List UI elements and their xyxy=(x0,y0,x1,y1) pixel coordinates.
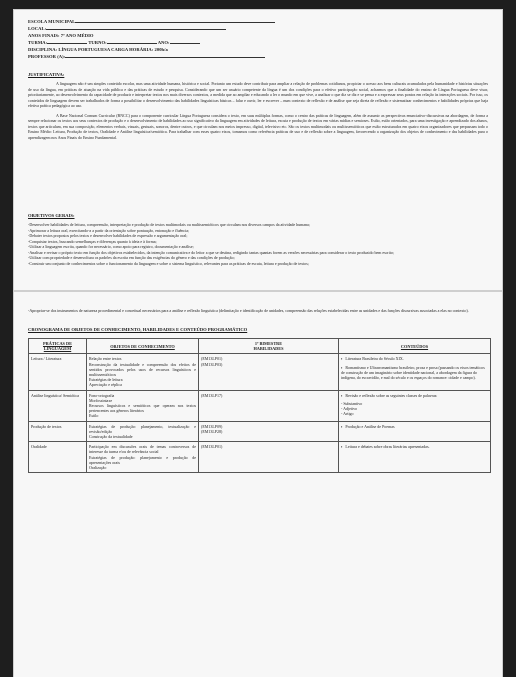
table-header-row xyxy=(29,339,491,354)
table-row xyxy=(29,354,491,390)
teacher-label: PROFESSOR (A): xyxy=(28,54,66,59)
justification-text xyxy=(28,81,488,140)
objeto-item: Estratégias de produção: planejamento, textualização e revisão/edição xyxy=(89,423,196,434)
justification-heading: JUSTIFICATIVA: xyxy=(28,72,65,77)
objeto-item: Construção da textualidade xyxy=(89,434,133,440)
cell-objetos xyxy=(87,442,199,473)
conteudo-item: - Adjetivo xyxy=(341,406,358,412)
shift-label: TURNO: xyxy=(88,40,107,45)
habilidades-label: HABILIDADES xyxy=(253,346,284,352)
cell-conteudos xyxy=(339,354,491,390)
bimester-label: 1º BIMESTRE xyxy=(254,341,283,346)
cell-pratica: Produção de textos xyxy=(29,421,87,442)
objeto-item: Oralização xyxy=(89,465,107,471)
subject-label: DISCIPLINA: LÍNGUA PORTUGUESA CARGA HORÁRIA: 200h/a xyxy=(28,47,168,52)
conteudo-item: - Artigo xyxy=(341,411,354,417)
conteudo-item: ▪ Leitura e debates sobre obras literárias apresentadas. xyxy=(341,444,488,449)
cell-objetos xyxy=(87,421,199,442)
habilidade-code: (EM13LP17) xyxy=(201,392,223,398)
school-header xyxy=(28,18,488,60)
objective-item: -Debater textos propostos pelos textos e desenvolver habilidades de expressão e argumentação oral; xyxy=(28,233,188,238)
cell-conteudos xyxy=(339,390,491,421)
conteudo-item: - Substantivo xyxy=(341,400,363,406)
objeto-item: Estilo xyxy=(89,413,99,419)
schedule-table xyxy=(28,338,491,473)
objeto-item: Estratégias de produção: planejamento e produção de apresentações orais xyxy=(89,454,196,465)
objeto-item: Apreciação e réplica xyxy=(89,382,122,388)
habilidade-code: (EM13LP01) xyxy=(201,356,223,362)
habilidade-code: (EM13LP28) xyxy=(201,428,223,434)
cell-conteudos xyxy=(339,442,491,473)
cell-habilidades xyxy=(199,421,339,442)
objectives-heading: OBJETIVOS GERAIS: xyxy=(28,213,75,218)
objeto-item: Reconstrução da textualidade e compreensão dos efeitos de sentidos provocados pelos usos de recursos linguísticos e multissemióticos xyxy=(89,361,196,378)
table-row xyxy=(29,421,491,442)
objeto-item: Fono-ortografia xyxy=(89,392,115,398)
objeto-item: Relação entre textos xyxy=(89,356,122,362)
cell-conteudos xyxy=(339,421,491,442)
objective-item: -Desenvolver habilidades de leitura, compreensão, interpretação e produção de textos multimodais ou multissemióticos que circulam nos diversos campos da atividade humana; xyxy=(28,222,310,227)
cell-objetos xyxy=(87,354,199,390)
col-habilidades xyxy=(199,339,339,354)
table-row xyxy=(29,442,491,473)
objective-continuation: -Apropriar-se dos instrumentos de natureza procedimental e conceitual necessários para a análise e reflexão linguística (delimitação e identificação de unidades, compreensão das relações estabelecidas entre as unidades e das funções discursivas associadas a elas no contexto). xyxy=(28,308,469,313)
objective-item: -Utilizar com propriedade e desenvoltura os padrões da escrita em função das exigências do gênero e das condições de produção; xyxy=(28,255,235,260)
conteudo-item: ▪ Literatura Brasileira do Século XIX. xyxy=(341,356,488,361)
objeto-item: Participação em discussões orais de temas controversos de interesse da turma e/ou de relevância social xyxy=(89,444,196,455)
objective-item: -Aprimorar a leitura oral, exercitando-a a partir da orientação sobre pontuação, entonação e fluência; xyxy=(28,227,190,233)
schedule-heading: CRONOGRAMA DE OBJETOS DE CONHECIMENTO, HABILIDADES E CONTEÚDO PROGRAMÁTICO xyxy=(28,327,248,332)
col-objetos: OBJETOS DE CONHECIMENTO xyxy=(87,339,199,354)
habilidade-code: (EM13LP01) xyxy=(201,444,223,450)
document-page-1 xyxy=(14,10,502,290)
habilidade-code: (EM13LP09) xyxy=(201,423,223,429)
year-label: ANO: xyxy=(157,40,170,45)
cell-pratica: Oralidade xyxy=(29,442,87,473)
cell-habilidades xyxy=(199,390,339,421)
objective-item: -Utilizar a linguagem escrita, quando for necessário, como apoio para registro, documentação e análise; xyxy=(28,244,194,249)
objective-item: -Construir um conjunto de conhecimentos sobre o funcionamento da linguagem e sobre o sistema linguístico, relevantes para as práticas de escuta, leitura e produção de textos; xyxy=(28,260,309,266)
objective-item: -Conquistar textos, buscando semelhanças e diferenças quanto à ideia e à forma; xyxy=(28,238,157,244)
col-conteudos: CONTEÚDOS xyxy=(339,339,491,354)
location-label: LOCAL: xyxy=(28,26,47,31)
cell-objetos xyxy=(87,390,199,421)
table-body xyxy=(29,354,491,473)
objective-item: -Analisar e revisar o próprio texto em função dos objetivos estabelecidos, da intenção comunicativa e do leitor a que se destina, redigindo tantas quantas forem as versões necessárias para considerar o texto produzido bem escrito; xyxy=(28,249,395,255)
cell-habilidades xyxy=(199,354,339,390)
objeto-item: Recursos linguísticos e semióticos que operam nos textos pertencentes aos gêneros literários xyxy=(89,403,196,414)
grade-label: ANOS FINAIS: 7º ANO MÉDIO xyxy=(28,33,94,38)
document-page-2 xyxy=(14,292,502,677)
justification-paragraph-2: A Base Nacional Comum Curricular (BNCC) para o componente curricular Língua Portuguesa considera o texto, em suas múltiplas formas, como o centro das práticas de linguagem, além de assumir as perspectivas enunciativo-discursivas na abordagem, de forma a sempre relacionar os textos aos seus contextos de produção e o desenvolvimento de habilidades ao uso significativo da linguagem em atividades de leitura, escuta e produção de textos em várias mídias e semioses. Estão, estão orientados, para uma investigação e aprendizado dos alunos, textos que articulam, em sua composição, elementos verbais, visuais, gestuais, sonoros, dentre outros, e que circulam nos meios impresso, digital, televisivo etc. São os textos multimodais ou multissemióticos que estão estruturados em quatro eixos organizadores que perpassam todo o Ensino Médio: Leitura, Produção de textos, Oralidade e Análise linguística/semiótica. Para trabalhar com esses quatro eixos, tomamos como referência práticas de uso e de reflexão sobre a linguagem, favorecendo a organização dos objetos de conhecimento e das habilidades para o aprendizagem nos Anos Finais do Ensino Fundamental. xyxy=(28,112,488,140)
col-praticas: PRÁTICAS DE LINGUAGEM xyxy=(29,339,87,354)
class-label: TURMA: xyxy=(28,40,48,45)
table-row xyxy=(29,390,491,421)
conteudo-item: ▪ Produção e Análise de Poemas xyxy=(341,424,488,429)
school-name-label: ESCOLA MUNICIPAL xyxy=(28,19,76,24)
cell-habilidades xyxy=(199,442,339,473)
conteudo-item: ▪ Revisão e reflexão sobre as seguintes classes de palavras: xyxy=(341,393,488,398)
cell-pratica: Leitura / Literatura xyxy=(29,354,87,390)
objeto-item: Morfossintaxe xyxy=(89,397,113,403)
habilidade-code: (EM13LP03) xyxy=(201,361,223,367)
cell-pratica: Análise linguística/ Semiótica xyxy=(29,390,87,421)
conteudo-item: ▪ Romantismo e Ultrarromantismo brasileiro, prosa e prosa (passando os eixos temáticos de construção de um imaginário sobre identidade nacional, a abordagem da figura do indígena, do escravidão, e mal do século e os espaços do romance: cidade e campo). xyxy=(341,365,488,381)
objeto-item: Estratégias de leitura xyxy=(89,377,123,383)
objectives-list xyxy=(28,222,488,266)
justification-paragraph-1: A linguagem não é um simples conteúdo escolar, mas uma atividade humana, histórica e social. Portanto um estudo deve contribuir para ampliar a relação de problemas cotidianos, propiciar o acesso aos bens culturais acumulados pela humanidade e histórias situações de uso da língua, em práticas de atuação na vida pública e das práticas de estudo e pesquisa. Considerando que um ser usuário competente da língua é um dos condições para o efetivo participação social, acharmos que a finalidade do ensino de Língua Portuguesa deve visar, prioritariamente, ao desenvolvimento da capacidade de produzir e interpretar textos nos mais diversos contextos, a medida que ao ampliar e educando a ler o mundo em que vive, a analisar o que diz se diz e se pensa e a expressar seus pontos em relação às interações sociais. Por isso, os conteúdos de linguagem devem ser trabalhados de forma a possibilitar o desenvolvimento das habilidades linguísticas básicas – falar e ouvir, ler e escrever – num contexto de reflexão e de análise que seja direta de reflexão e sistematizar conhecimentos e habilidades próprias que haja efetiva prática pedagógica ao uso. xyxy=(28,81,488,108)
